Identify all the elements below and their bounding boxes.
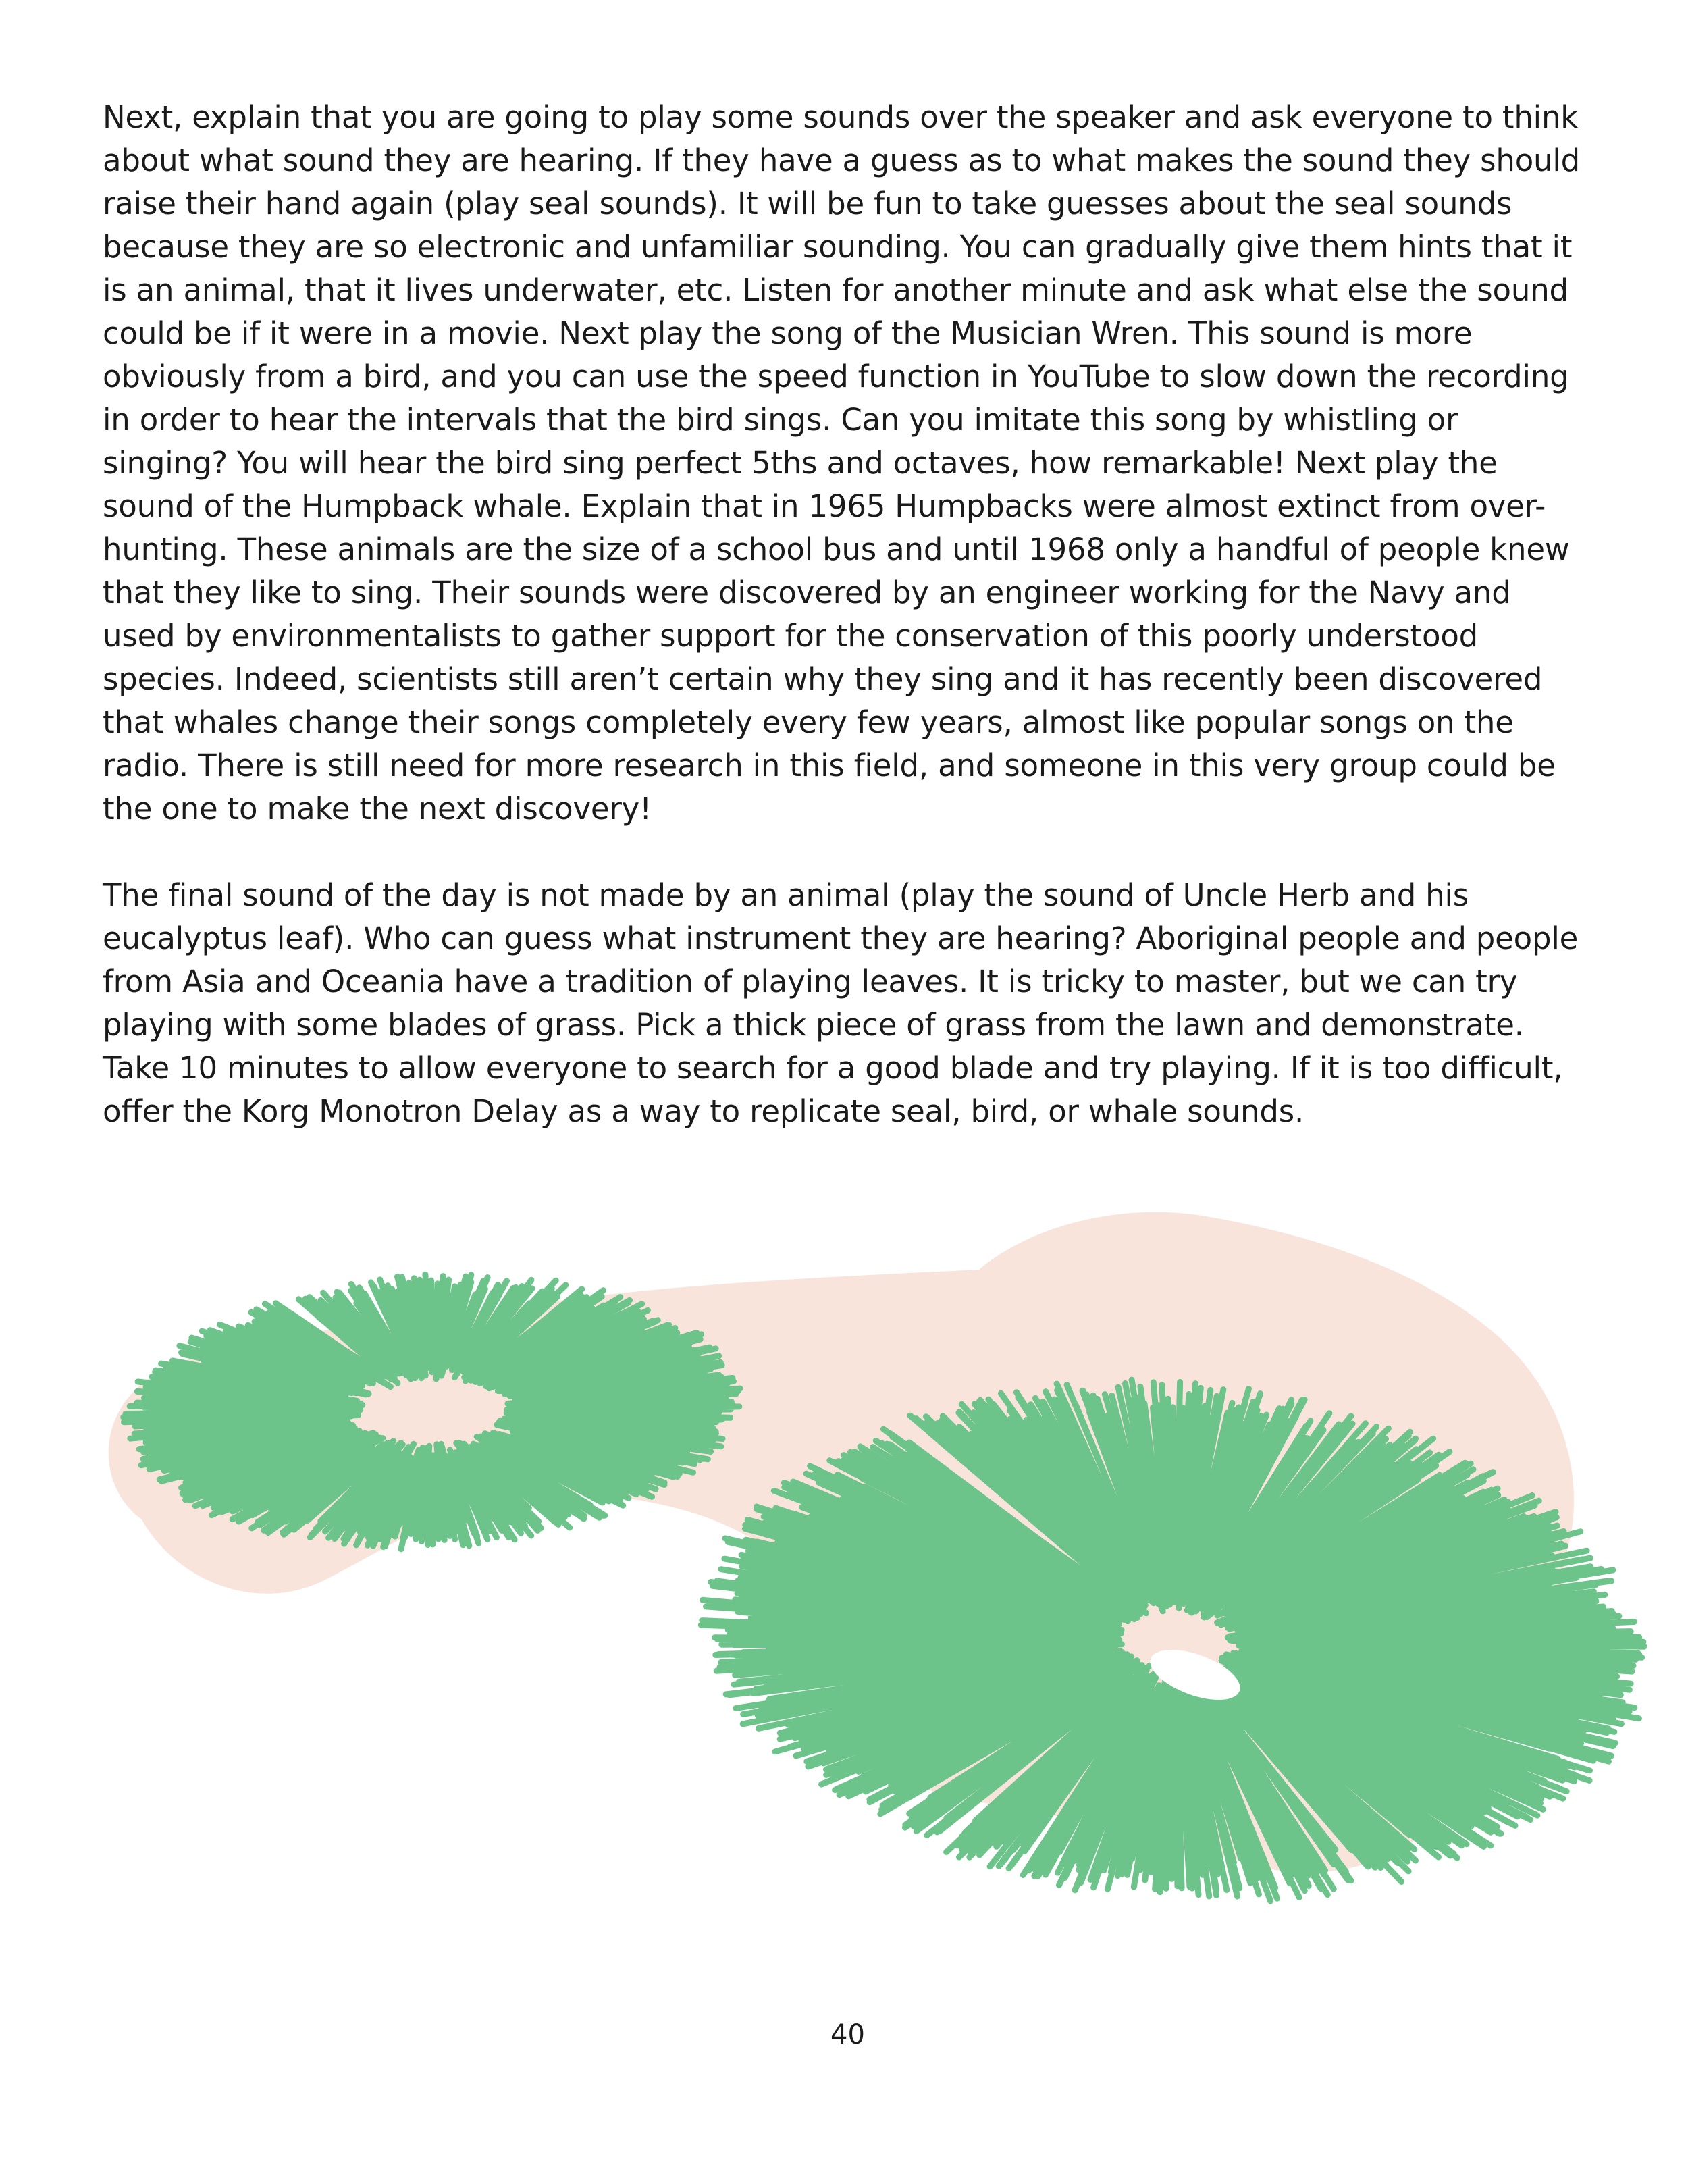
body-text xyxy=(103,96,1588,1133)
leaf-illustration xyxy=(0,1202,1688,2053)
paragraph-final-sound: The final sound of the day is not made by an animal (play the sound of Uncle Herb and his eucalyptus leaf). Who can guess what instrument they are hearing? Aboriginal people and people from Asia and Oceania have a tradition of playing leaves. It is tricky to master, but we can try playing with some blades of grass. Pick a thick piece of grass from the lawn and demonstrate. Take 10 minutes to allow everyone to search for a good blade and try playing. If it is too difficult, offer the Korg Monotron Delay as a way to replicate seal, bird, or whale sounds. xyxy=(103,877,1579,1129)
paragraph-sounds: Next, explain that you are going to play some sounds over the speaker and ask everyone to think about what sound they are hearing. If they have a guess as to what makes the sound they should raise their hand again (play seal sounds). It will be fun to take guesses about the seal sounds because they are so electronic and unfamiliar sounding. You can gradually give them hints that it is an animal, that it lives underwater, etc. Listen for another minute and ask what else the sound could be if it were in a movie. Next play the song of the Musician Wren. This sound is more obviously from a bird, and you can use the speed function in YouTube to slow down the recording in order to hear the intervals that the bird sings. Can you imitate this song by whistling or singing? You will hear the bird sing perfect 5ths and octaves, how remarkable! Next play the sound of the Humpback whale. Explain that in 1965 Humpbacks were almost extinct from over-hunting. These animals are the size of a school bus and until 1968 only a handful of people knew that they like to sing. Their sounds were discovered by an engineer working for the Navy and used by environmentalists to gather support for the conservation of this poorly understood species. Indeed, scientists still aren’t certain why they sing and it has recently been discovered that whales change their songs completely every few years, almost like popular songs on the radio. There is still need for more research in this field, and someone in this very group could be the one to make the next discovery! xyxy=(103,99,1581,827)
page-number: 40 xyxy=(830,2019,865,2050)
